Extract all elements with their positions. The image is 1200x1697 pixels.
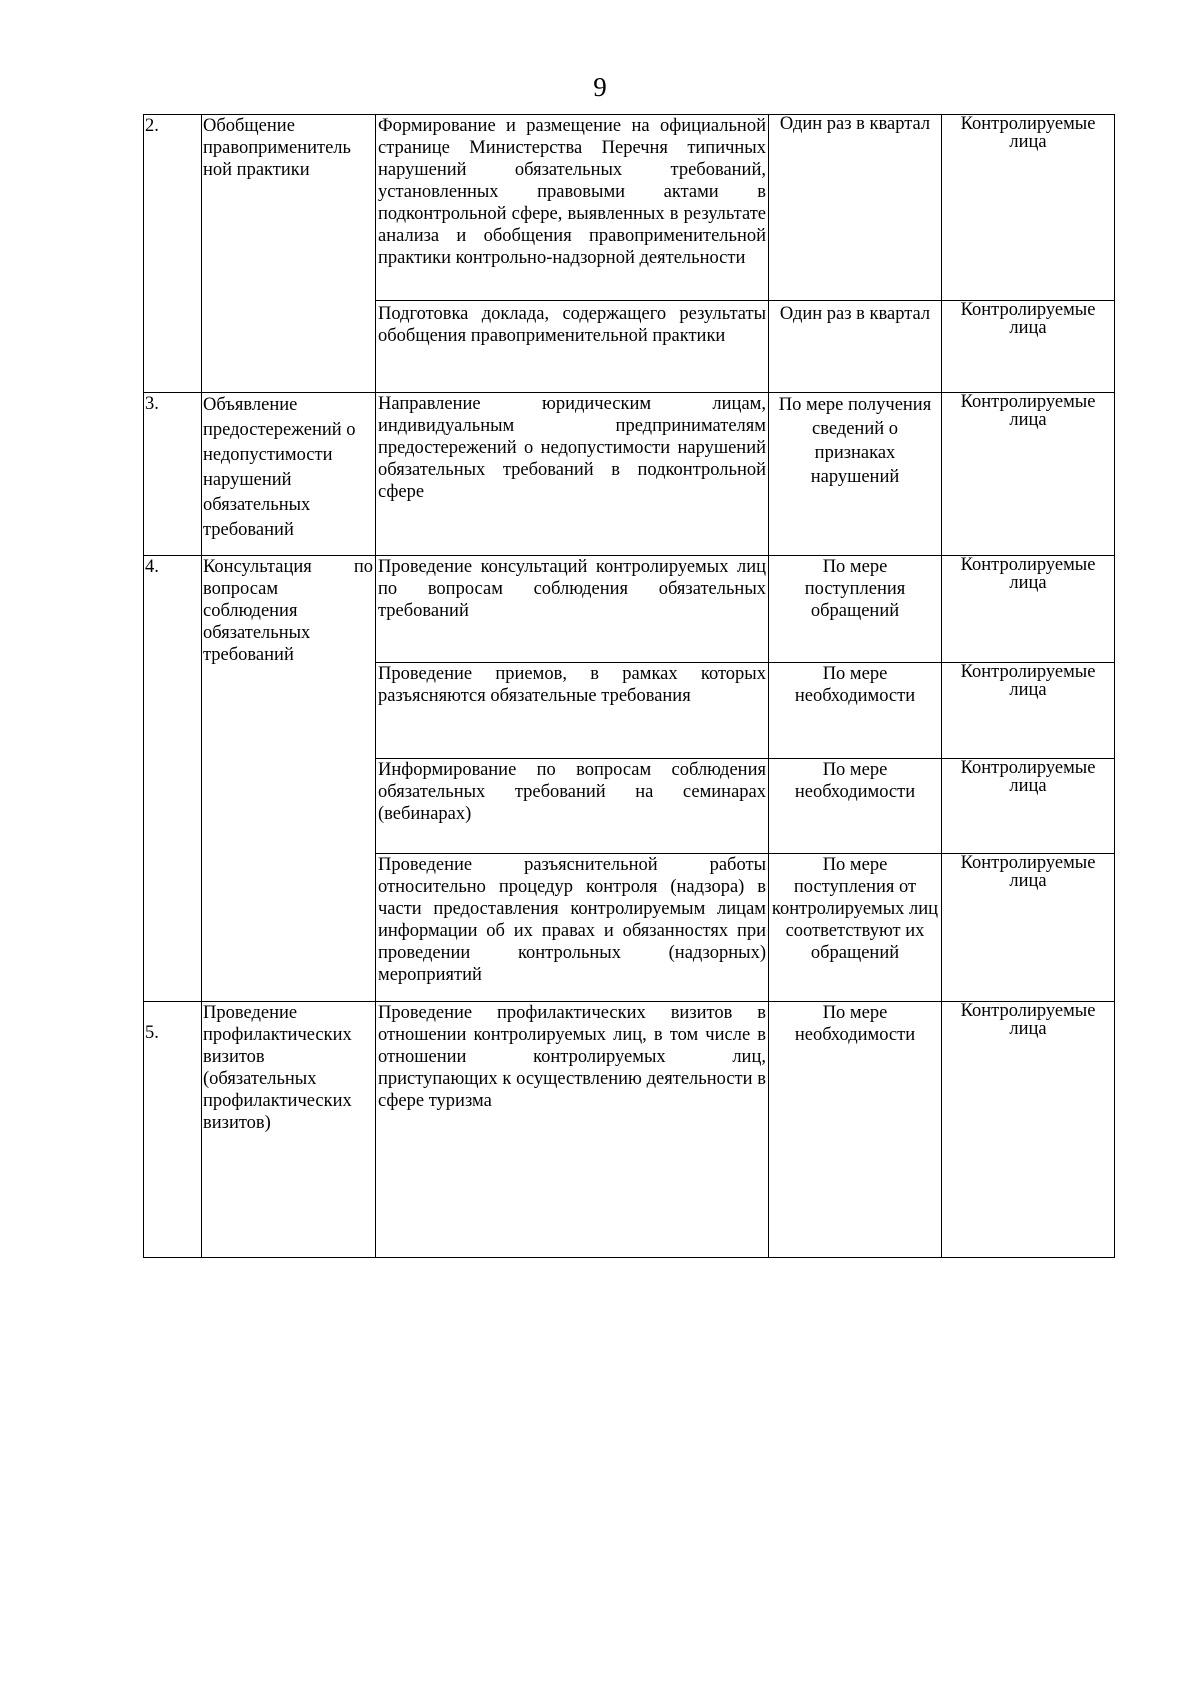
table-row bbox=[144, 393, 1115, 556]
table-row bbox=[144, 1002, 1115, 1258]
measure-content: Направление юридическим лицам, индивидуальным предпринимателям предостережений о недопустимости нарушений обязательных требований в подконтрольной сфере bbox=[376, 393, 769, 556]
measures-table bbox=[143, 114, 1115, 1258]
row-number: 3. bbox=[144, 393, 202, 556]
measure-term: По мере получения сведений о признаках нарушений bbox=[769, 393, 942, 556]
measure-content: Формирование и размещение на официальной странице Министерства Перечня типичных нарушений обязательных требований, установленных правовыми актами в подконтрольной сфере, выявленных в результате анализа и обобщения правоприменительной практики контрольно-надзорной деятельности bbox=[376, 115, 769, 301]
table-row bbox=[144, 556, 1115, 663]
measure-term: Один раз в квартал bbox=[769, 301, 942, 393]
measure-term: Один раз в квартал bbox=[769, 115, 942, 301]
measure-responsible: Контролируемые лица bbox=[942, 1002, 1115, 1258]
measure-responsible: Контролируемые лица bbox=[942, 393, 1115, 556]
measure-content: Проведение профилактических визитов в отношении контролируемых лиц, в том числе в отношении контролируемых лиц, приступающих к осуществлению деятельности в сфере туризма bbox=[376, 1002, 769, 1258]
row-number: 5. bbox=[144, 1002, 202, 1258]
measure-content: Проведение консультаций контролируемых лиц по вопросам соблюдения обязательных требований bbox=[376, 556, 769, 663]
measure-content: Подготовка доклада, содержащего результаты обобщения правоприменительной практики bbox=[376, 301, 769, 393]
measure-name: Проведение профилактических визитов (обязательных профилактических визитов) bbox=[202, 1002, 376, 1258]
measure-content: Проведение приемов, в рамках которых разъясняются обязательные требования bbox=[376, 663, 769, 759]
measure-responsible: Контролируемые лица bbox=[942, 663, 1115, 759]
measure-name: Объявление предостережений о недопустимости нарушений обязательных требований bbox=[202, 393, 376, 556]
measure-name: Обобщение правоприменитель ной практики bbox=[202, 115, 376, 393]
row-number: 4. bbox=[144, 556, 202, 1002]
measure-content: Проведение разъяснительной работы относительно процедур контроля (надзора) в части предоставления контролируемым лицам информации об их правах и обязанностях при проведении контрольных (надзорных) мероприятий bbox=[376, 854, 769, 1002]
page-number: 9 bbox=[593, 72, 607, 102]
measure-name: Консультация по вопросам соблюдения обязательных требований bbox=[202, 556, 376, 1002]
table-row bbox=[144, 115, 1115, 301]
measure-responsible: Контролируемые лица bbox=[942, 556, 1115, 663]
measure-term: По мере необходимости bbox=[769, 663, 942, 759]
measure-term: По мере поступления от контролируемых лиц соответствуют их обращений bbox=[769, 854, 942, 1002]
measure-content: Информирование по вопросам соблюдения обязательных требований на семинарах (вебинарах) bbox=[376, 759, 769, 854]
measure-term: По мере поступления обращений bbox=[769, 556, 942, 663]
measure-term: По мере необходимости bbox=[769, 1002, 942, 1258]
measure-responsible: Контролируемые лица bbox=[942, 854, 1115, 1002]
measure-responsible: Контролируемые лица bbox=[942, 115, 1115, 301]
row-number: 2. bbox=[144, 115, 202, 393]
measure-responsible: Контролируемые лица bbox=[942, 759, 1115, 854]
measure-term: По мере необходимости bbox=[769, 759, 942, 854]
measure-responsible: Контролируемые лица bbox=[942, 301, 1115, 393]
